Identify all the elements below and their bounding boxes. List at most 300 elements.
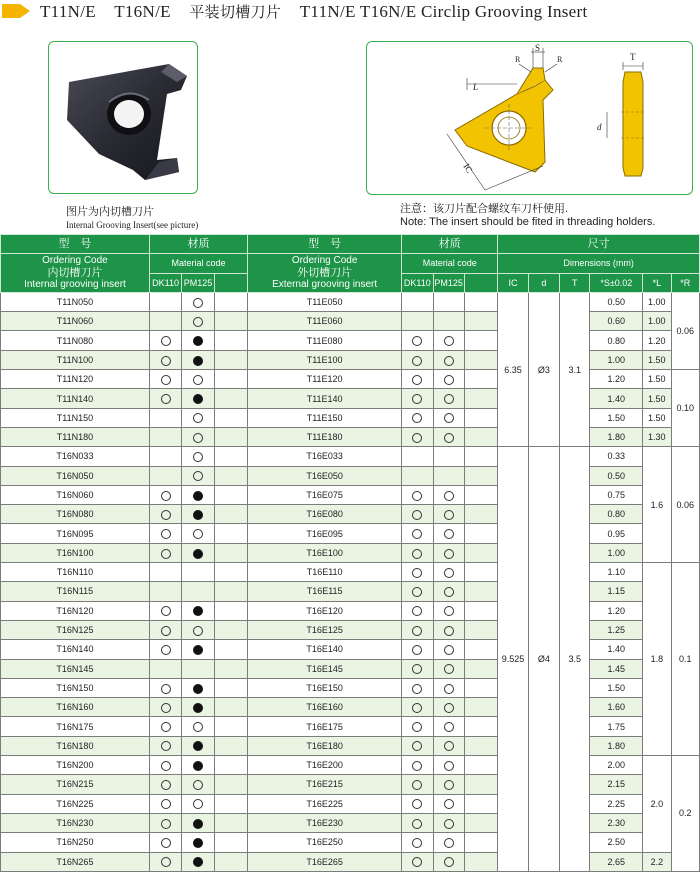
external-dk110-cell: [402, 292, 433, 311]
internal-pm125-cell: [182, 620, 214, 639]
external-pm125-cell: [433, 292, 464, 311]
internal-dk110-open-circle-icon: [161, 838, 171, 848]
external-blank-cell: [464, 292, 497, 311]
internal-pm125-cell: [182, 794, 214, 813]
internal-dk110-cell: [149, 408, 181, 427]
external-code-cell: T16E140: [248, 640, 402, 659]
table-row: [1, 312, 700, 331]
external-pm125-open-circle-icon: [444, 510, 454, 520]
internal-pm125-filled-circle-icon: [193, 510, 203, 520]
internal-dk110-cell: [149, 389, 181, 408]
external-blank-cell: [464, 312, 497, 331]
external-pm125-cell: [433, 543, 464, 562]
holder-note-zh: 注意：该刀片配合螺纹车刀杆使用.: [400, 203, 569, 215]
table-row: [1, 582, 700, 601]
internal-dk110-cell: [149, 736, 181, 755]
external-code-cell: T11E050: [248, 292, 402, 311]
internal-code-cell: T16N265: [1, 852, 150, 871]
header-r: *R: [671, 273, 700, 292]
internal-pm125-open-circle-icon: [193, 317, 203, 327]
dimension-diagram: [367, 42, 692, 194]
s-value-cell: 1.50: [590, 408, 643, 427]
insert-photo-image: [49, 42, 197, 193]
header-pm125-internal: PM125: [182, 273, 214, 292]
internal-blank-cell: [214, 659, 247, 678]
internal-dk110-cell: [149, 292, 181, 311]
table-row: [1, 717, 700, 736]
photo-caption: [66, 203, 198, 230]
internal-dk110-open-circle-icon: [161, 761, 171, 771]
external-pm125-open-circle-icon: [444, 703, 454, 713]
external-blank-cell: [464, 408, 497, 427]
table-row: [1, 292, 700, 311]
s-value-cell: 1.00: [590, 350, 643, 369]
internal-code-cell: T16N110: [1, 563, 150, 582]
external-dk110-cell: [402, 582, 433, 601]
external-dk110-open-circle-icon: [412, 375, 422, 385]
external-dk110-cell: [402, 408, 433, 427]
internal-dk110-open-circle-icon: [161, 510, 171, 520]
external-pm125-open-circle-icon: [444, 529, 454, 539]
internal-pm125-open-circle-icon: [193, 433, 203, 443]
external-dk110-cell: [402, 698, 433, 717]
internal-blank-cell: [214, 794, 247, 813]
external-pm125-open-circle-icon: [444, 568, 454, 578]
internal-pm125-cell: [182, 427, 214, 446]
external-pm125-cell: [433, 350, 464, 369]
external-pm125-open-circle-icon: [444, 433, 454, 443]
external-code-cell: T16E180: [248, 736, 402, 755]
header-external-en: External grooving insert: [272, 279, 378, 291]
external-pm125-cell: [433, 659, 464, 678]
internal-pm125-filled-circle-icon: [193, 645, 203, 655]
internal-pm125-filled-circle-icon: [193, 741, 203, 751]
internal-dk110-open-circle-icon: [161, 491, 171, 501]
internal-pm125-filled-circle-icon: [193, 491, 203, 501]
internal-dk110-cell: [149, 350, 181, 369]
internal-pm125-open-circle-icon: [193, 471, 203, 481]
internal-code-cell: T16N100: [1, 543, 150, 562]
internal-blank-cell: [214, 736, 247, 755]
internal-blank-cell: [214, 427, 247, 446]
internal-blank-cell: [214, 408, 247, 427]
external-pm125-cell: [433, 813, 464, 832]
internal-code-cell: T16N080: [1, 505, 150, 524]
external-dk110-cell: [402, 620, 433, 639]
external-pm125-open-circle-icon: [444, 799, 454, 809]
external-blank-cell: [464, 350, 497, 369]
external-blank-cell: [464, 582, 497, 601]
external-pm125-cell: [433, 389, 464, 408]
internal-code-cell: T16N150: [1, 678, 150, 697]
internal-pm125-filled-circle-icon: [193, 684, 203, 694]
internal-dk110-open-circle-icon: [161, 799, 171, 809]
header-model-internal: 型 号: [1, 235, 150, 254]
r-merged-02: 0.2: [671, 756, 700, 872]
internal-pm125-cell: [182, 389, 214, 408]
external-blank-cell: [464, 389, 497, 408]
internal-pm125-cell: [182, 678, 214, 697]
l-value-cell: 1.50: [643, 370, 671, 389]
l-value-cell: 1.50: [643, 389, 671, 408]
internal-pm125-cell: [182, 543, 214, 562]
header-dk110-internal: DK110: [149, 273, 181, 292]
internal-dk110-open-circle-icon: [161, 356, 171, 366]
internal-code-cell: T16N145: [1, 659, 150, 678]
internal-dk110-cell: [149, 543, 181, 562]
external-code-cell: T16E115: [248, 582, 402, 601]
internal-pm125-cell: [182, 350, 214, 369]
internal-blank-cell: [214, 601, 247, 620]
internal-blank-cell: [214, 389, 247, 408]
internal-pm125-open-circle-icon: [193, 413, 203, 423]
s-value-cell: 0.50: [590, 292, 643, 311]
external-pm125-open-circle-icon: [444, 626, 454, 636]
external-dk110-cell: [402, 601, 433, 620]
external-dk110-cell: [402, 524, 433, 543]
external-code-cell: T16E110: [248, 563, 402, 582]
external-dk110-cell: [402, 736, 433, 755]
internal-code-cell: T16N200: [1, 756, 150, 775]
external-pm125-open-circle-icon: [444, 413, 454, 423]
page-title: [40, 1, 602, 22]
external-dk110-open-circle-icon: [412, 626, 422, 636]
internal-pm125-cell: [182, 292, 214, 311]
s-value-cell: 1.80: [590, 736, 643, 755]
external-pm125-cell: [433, 563, 464, 582]
s-value-cell: 1.10: [590, 563, 643, 582]
internal-code-cell: T16N230: [1, 813, 150, 832]
external-code-cell: T16E120: [248, 601, 402, 620]
external-blank-cell: [464, 833, 497, 852]
external-blank-cell: [464, 678, 497, 697]
external-pm125-cell: [433, 505, 464, 524]
internal-pm125-cell: [182, 582, 214, 601]
title-code-2: T16N/E: [114, 2, 171, 21]
header-ordering-code-internal: Ordering Code: [42, 255, 108, 267]
l-merged-16: 1.6: [643, 447, 671, 563]
internal-blank-cell: [214, 524, 247, 543]
external-dk110-open-circle-icon: [412, 664, 422, 674]
internal-dk110-open-circle-icon: [161, 529, 171, 539]
header-blank-internal: [214, 273, 247, 292]
table-row: [1, 466, 700, 485]
s-value-cell: 2.30: [590, 813, 643, 832]
table-row: [1, 794, 700, 813]
external-pm125-cell: [433, 370, 464, 389]
external-pm125-cell: [433, 312, 464, 331]
r-merged-010: 0.10: [671, 370, 700, 447]
external-blank-cell: [464, 717, 497, 736]
internal-code-cell: T11N060: [1, 312, 150, 331]
external-dk110-cell: [402, 350, 433, 369]
internal-blank-cell: [214, 852, 247, 871]
internal-code-cell: T16N160: [1, 698, 150, 717]
d-group-2: Ø4: [528, 447, 559, 872]
table-row: [1, 601, 700, 620]
header-dimensions: Dimensions (mm): [498, 254, 700, 273]
external-code-cell: T16E230: [248, 813, 402, 832]
external-code-cell: T16E075: [248, 485, 402, 504]
external-blank-cell: [464, 813, 497, 832]
external-pm125-open-circle-icon: [444, 336, 454, 346]
external-dk110-open-circle-icon: [412, 645, 422, 655]
l-value-cell: 1.00: [643, 312, 671, 331]
photo-caption-zh: 图片为内切槽刀片: [66, 206, 154, 218]
external-dk110-open-circle-icon: [412, 780, 422, 790]
external-code-cell: T11E080: [248, 331, 402, 350]
external-pm125-open-circle-icon: [444, 857, 454, 867]
external-code-cell: T16E215: [248, 775, 402, 794]
internal-blank-cell: [214, 698, 247, 717]
external-blank-cell: [464, 563, 497, 582]
internal-blank-cell: [214, 582, 247, 601]
external-dk110-open-circle-icon: [412, 722, 422, 732]
external-pm125-open-circle-icon: [444, 394, 454, 404]
external-pm125-cell: [433, 833, 464, 852]
external-dk110-cell: [402, 543, 433, 562]
external-blank-cell: [464, 756, 497, 775]
external-code-cell: T16E160: [248, 698, 402, 717]
internal-dk110-cell: [149, 698, 181, 717]
spec-table: [0, 234, 700, 872]
internal-blank-cell: [214, 678, 247, 697]
internal-pm125-cell: [182, 505, 214, 524]
header-internal-code: [1, 254, 150, 293]
external-dk110-open-circle-icon: [412, 336, 422, 346]
external-code-cell: T16E145: [248, 659, 402, 678]
external-code-cell: T16E100: [248, 543, 402, 562]
internal-dk110-open-circle-icon: [161, 336, 171, 346]
internal-pm125-cell: [182, 813, 214, 832]
external-dk110-cell: [402, 833, 433, 852]
external-blank-cell: [464, 659, 497, 678]
r-merged-01: 0.1: [671, 563, 700, 756]
external-code-cell: T16E265: [248, 852, 402, 871]
internal-dk110-cell: [149, 563, 181, 582]
internal-code-cell: T16N033: [1, 447, 150, 466]
internal-dk110-cell: [149, 640, 181, 659]
l-value-cell: 1.30: [643, 427, 671, 446]
external-dk110-cell: [402, 389, 433, 408]
external-pm125-open-circle-icon: [444, 838, 454, 848]
external-dk110-cell: [402, 485, 433, 504]
internal-dk110-cell: [149, 505, 181, 524]
insert-photo-frame: [48, 41, 198, 194]
internal-code-cell: T16N180: [1, 736, 150, 755]
internal-dk110-open-circle-icon: [161, 375, 171, 385]
diagram-label-d: d: [597, 122, 602, 132]
external-dk110-open-circle-icon: [412, 741, 422, 751]
external-code-cell: T11E120: [248, 370, 402, 389]
external-blank-cell: [464, 466, 497, 485]
diagram-label-t: T: [630, 52, 636, 62]
internal-code-cell: T16N225: [1, 794, 150, 813]
internal-pm125-filled-circle-icon: [193, 336, 203, 346]
internal-blank-cell: [214, 543, 247, 562]
ic-group-2: 9.525: [498, 447, 528, 872]
internal-code-cell: T16N215: [1, 775, 150, 794]
external-code-cell: T11E180: [248, 427, 402, 446]
external-blank-cell: [464, 852, 497, 871]
internal-pm125-filled-circle-icon: [193, 703, 203, 713]
table-row: [1, 563, 700, 582]
table-row: [1, 331, 700, 350]
internal-pm125-cell: [182, 408, 214, 427]
s-value-cell: 1.25: [590, 620, 643, 639]
external-dk110-open-circle-icon: [412, 838, 422, 848]
external-dk110-cell: [402, 813, 433, 832]
internal-blank-cell: [214, 756, 247, 775]
external-pm125-open-circle-icon: [444, 606, 454, 616]
internal-pm125-cell: [182, 659, 214, 678]
s-value-cell: 2.50: [590, 833, 643, 852]
l-value-cell: 1.20: [643, 331, 671, 350]
external-code-cell: T11E150: [248, 408, 402, 427]
internal-dk110-cell: [149, 717, 181, 736]
internal-pm125-open-circle-icon: [193, 298, 203, 308]
r-merged-006b: 0.06: [671, 447, 700, 563]
external-code-cell: T16E095: [248, 524, 402, 543]
t-group-1: 3.1: [560, 292, 590, 446]
internal-pm125-open-circle-icon: [193, 375, 203, 385]
internal-dk110-open-circle-icon: [161, 780, 171, 790]
external-pm125-cell: [433, 698, 464, 717]
s-value-cell: 1.20: [590, 601, 643, 620]
external-dk110-open-circle-icon: [412, 356, 422, 366]
table-row: [1, 698, 700, 717]
internal-pm125-cell: [182, 370, 214, 389]
internal-dk110-cell: [149, 813, 181, 832]
internal-pm125-open-circle-icon: [193, 799, 203, 809]
external-code-cell: T16E200: [248, 756, 402, 775]
s-value-cell: 0.33: [590, 447, 643, 466]
internal-code-cell: T16N175: [1, 717, 150, 736]
s-value-cell: 1.20: [590, 370, 643, 389]
external-dk110-cell: [402, 447, 433, 466]
internal-pm125-cell: [182, 485, 214, 504]
s-value-cell: 2.15: [590, 775, 643, 794]
internal-dk110-open-circle-icon: [161, 549, 171, 559]
table-row: [1, 370, 700, 389]
internal-pm125-filled-circle-icon: [193, 819, 203, 829]
internal-blank-cell: [214, 775, 247, 794]
external-pm125-open-circle-icon: [444, 780, 454, 790]
internal-code-cell: T11N120: [1, 370, 150, 389]
external-pm125-cell: [433, 717, 464, 736]
internal-dk110-cell: [149, 447, 181, 466]
internal-blank-cell: [214, 292, 247, 311]
s-value-cell: 0.50: [590, 466, 643, 485]
s-value-cell: 1.75: [590, 717, 643, 736]
external-code-cell: T16E050: [248, 466, 402, 485]
external-dk110-open-circle-icon: [412, 761, 422, 771]
external-pm125-cell: [433, 601, 464, 620]
internal-pm125-cell: [182, 447, 214, 466]
internal-pm125-cell: [182, 331, 214, 350]
internal-dk110-open-circle-icon: [161, 722, 171, 732]
external-pm125-cell: [433, 524, 464, 543]
internal-blank-cell: [214, 505, 247, 524]
table-row: [1, 350, 700, 369]
header-internal-en: Internal grooving insert: [24, 279, 126, 291]
s-value-cell: 1.40: [590, 640, 643, 659]
internal-dk110-cell: [149, 794, 181, 813]
external-code-cell: T11E060: [248, 312, 402, 331]
table-row: [1, 505, 700, 524]
external-blank-cell: [464, 601, 497, 620]
internal-pm125-filled-circle-icon: [193, 356, 203, 366]
d-group-1: Ø3: [528, 292, 559, 446]
header-blank-external: [464, 273, 497, 292]
internal-code-cell: T16N095: [1, 524, 150, 543]
external-dk110-cell: [402, 852, 433, 871]
external-dk110-cell: [402, 640, 433, 659]
diagram-label-ic: IC: [461, 161, 475, 175]
internal-pm125-cell: [182, 466, 214, 485]
l-value-cell: 2.2: [643, 852, 671, 871]
internal-code-cell: T16N120: [1, 601, 150, 620]
external-dk110-open-circle-icon: [412, 587, 422, 597]
internal-pm125-open-circle-icon: [193, 780, 203, 790]
internal-pm125-cell: [182, 563, 214, 582]
internal-code-cell: T11N140: [1, 389, 150, 408]
header-material-external: 材质: [402, 235, 498, 254]
internal-blank-cell: [214, 466, 247, 485]
l-value-cell: 1.50: [643, 408, 671, 427]
external-pm125-cell: [433, 756, 464, 775]
l-merged-20: 2.0: [643, 756, 671, 852]
internal-dk110-cell: [149, 582, 181, 601]
s-value-cell: 1.15: [590, 582, 643, 601]
internal-dk110-cell: [149, 756, 181, 775]
internal-dk110-open-circle-icon: [161, 741, 171, 751]
table-row: [1, 408, 700, 427]
external-pm125-cell: [433, 736, 464, 755]
s-value-cell: 1.40: [590, 389, 643, 408]
internal-pm125-filled-circle-icon: [193, 549, 203, 559]
external-dk110-cell: [402, 756, 433, 775]
internal-code-cell: T11N100: [1, 350, 150, 369]
table-row: [1, 389, 700, 408]
external-dk110-cell: [402, 775, 433, 794]
internal-code-cell: T16N250: [1, 833, 150, 852]
internal-dk110-open-circle-icon: [161, 684, 171, 694]
internal-dk110-cell: [149, 370, 181, 389]
external-dk110-cell: [402, 659, 433, 678]
header-ic: IC: [498, 273, 528, 292]
internal-blank-cell: [214, 717, 247, 736]
external-dk110-open-circle-icon: [412, 491, 422, 501]
table-row: [1, 447, 700, 466]
internal-pm125-cell: [182, 717, 214, 736]
internal-code-cell: T11N180: [1, 427, 150, 446]
internal-dk110-open-circle-icon: [161, 394, 171, 404]
internal-pm125-cell: [182, 736, 214, 755]
internal-pm125-filled-circle-icon: [193, 761, 203, 771]
external-pm125-open-circle-icon: [444, 549, 454, 559]
external-pm125-open-circle-icon: [444, 645, 454, 655]
external-dk110-open-circle-icon: [412, 568, 422, 578]
external-pm125-cell: [433, 620, 464, 639]
table-row: [1, 756, 700, 775]
header-dk110-external: DK110: [402, 273, 433, 292]
internal-dk110-cell: [149, 466, 181, 485]
diagram-label-r2: R: [557, 55, 563, 64]
external-blank-cell: [464, 447, 497, 466]
internal-dk110-open-circle-icon: [161, 819, 171, 829]
external-pm125-cell: [433, 640, 464, 659]
